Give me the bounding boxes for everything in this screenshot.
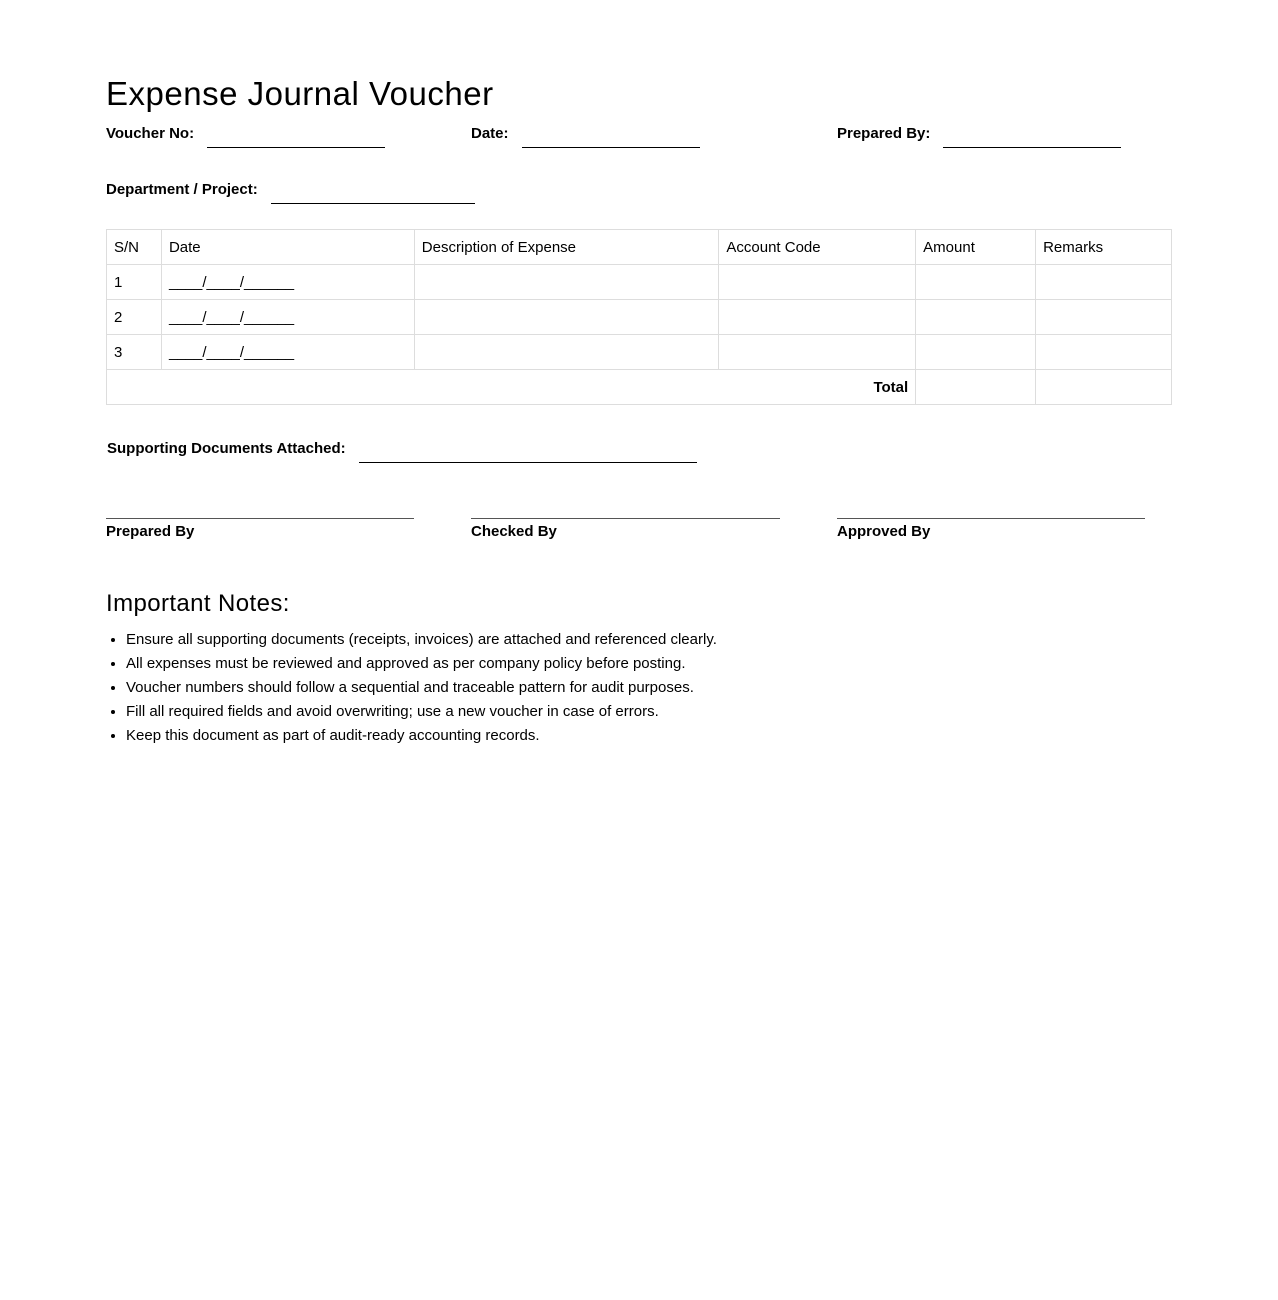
row-remarks[interactable] bbox=[1036, 300, 1172, 335]
table-row bbox=[107, 335, 1172, 370]
row-amount[interactable] bbox=[916, 335, 1036, 370]
prepared-by-label: Prepared By: bbox=[837, 125, 931, 142]
signature-line[interactable] bbox=[106, 518, 414, 519]
signature-prepared bbox=[106, 518, 414, 540]
row-account-code[interactable] bbox=[719, 300, 916, 335]
row-description[interactable] bbox=[414, 265, 719, 300]
total-remarks[interactable] bbox=[1036, 370, 1172, 405]
department-field bbox=[106, 181, 475, 199]
row-remarks[interactable] bbox=[1036, 335, 1172, 370]
header-description: Description of Expense bbox=[414, 230, 719, 265]
prepared-by-field bbox=[837, 125, 1121, 143]
signature-checked bbox=[471, 518, 780, 540]
row-remarks[interactable] bbox=[1036, 265, 1172, 300]
supporting-docs-input-line[interactable] bbox=[359, 461, 697, 463]
row-date[interactable]: ____/____/______ bbox=[161, 265, 414, 300]
date-input-line[interactable] bbox=[522, 146, 700, 148]
list-item: • Ensure all supporting documents (receipts, invoices) are attached and referenced clearly. bbox=[126, 628, 717, 652]
header-amount: Amount bbox=[916, 230, 1036, 265]
row-account-code[interactable] bbox=[719, 265, 916, 300]
notes-title: Important Notes: bbox=[106, 590, 290, 617]
date-label: Date: bbox=[471, 125, 509, 142]
voucher-no-input-line[interactable] bbox=[207, 146, 385, 148]
row-amount[interactable] bbox=[916, 300, 1036, 335]
signature-line[interactable] bbox=[471, 518, 780, 519]
signature-approved bbox=[837, 518, 1145, 540]
row-sn: 1 bbox=[107, 265, 162, 300]
row-sn: 3 bbox=[107, 335, 162, 370]
total-amount[interactable] bbox=[916, 370, 1036, 405]
expense-table bbox=[106, 229, 1172, 405]
row-sn: 2 bbox=[107, 300, 162, 335]
row-amount[interactable] bbox=[916, 265, 1036, 300]
prepared-by-input-line[interactable] bbox=[943, 146, 1121, 148]
header-sn: S/N bbox=[107, 230, 162, 265]
header-account-code: Account Code bbox=[719, 230, 916, 265]
header-date: Date bbox=[161, 230, 414, 265]
notes-list bbox=[106, 628, 717, 748]
list-item: • Keep this document as part of audit-ready accounting records. bbox=[126, 724, 717, 748]
signature-approved-label: Approved By bbox=[837, 523, 931, 540]
supporting-docs-label: Supporting Documents Attached: bbox=[107, 440, 346, 457]
row-date[interactable]: ____/____/______ bbox=[161, 335, 414, 370]
department-label: Department / Project: bbox=[106, 181, 258, 198]
voucher-no-label: Voucher No: bbox=[106, 125, 195, 142]
list-item: • All expenses must be reviewed and approved as per company policy before posting. bbox=[126, 652, 717, 676]
row-description[interactable] bbox=[414, 335, 719, 370]
voucher-no-field bbox=[106, 125, 385, 143]
date-field bbox=[471, 125, 700, 143]
row-account-code[interactable] bbox=[719, 335, 916, 370]
list-item: • Voucher numbers should follow a sequential and traceable pattern for audit purposes. bbox=[126, 676, 717, 700]
table-header-row bbox=[107, 230, 1172, 265]
total-label: Total bbox=[107, 370, 916, 405]
header-remarks: Remarks bbox=[1036, 230, 1172, 265]
signature-checked-label: Checked By bbox=[471, 523, 557, 540]
list-item: • Fill all required fields and avoid overwriting; use a new voucher in case of errors. bbox=[126, 700, 717, 724]
signature-line[interactable] bbox=[837, 518, 1145, 519]
signature-prepared-label: Prepared By bbox=[106, 523, 195, 540]
page-title: Expense Journal Voucher bbox=[106, 75, 494, 112]
supporting-docs-field bbox=[107, 440, 697, 458]
table-row bbox=[107, 265, 1172, 300]
total-row bbox=[107, 370, 1172, 405]
row-description[interactable] bbox=[414, 300, 719, 335]
department-input-line[interactable] bbox=[271, 202, 475, 204]
table-row bbox=[107, 300, 1172, 335]
row-date[interactable]: ____/____/______ bbox=[161, 300, 414, 335]
